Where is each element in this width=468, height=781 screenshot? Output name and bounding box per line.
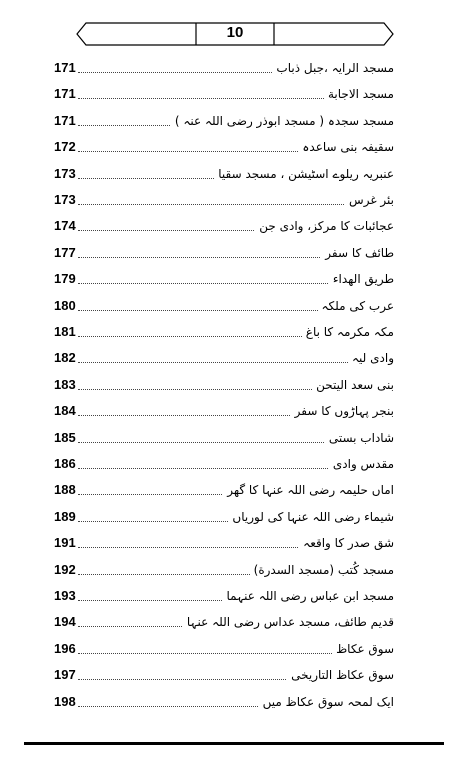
toc-entry xyxy=(54,690,394,710)
toc-title: وادی لیہ xyxy=(348,350,394,366)
toc-page-number: 193 xyxy=(54,588,76,603)
toc-page-number: 180 xyxy=(54,297,76,313)
toc-title: شاداب بستی xyxy=(325,430,394,446)
toc-title: سوق عکاظ التاریخی xyxy=(287,667,394,683)
toc-entry xyxy=(54,452,394,472)
toc-page-number: 189 xyxy=(54,508,76,524)
toc-title: عرب کی ملکہ xyxy=(318,298,394,314)
toc-page-number: 196 xyxy=(54,640,76,656)
dot-leader xyxy=(78,362,388,363)
toc-page-number: 171 xyxy=(54,60,76,75)
toc-title: مکہ مکرمہ کا باغ xyxy=(302,324,394,340)
toc-page-number: 194 xyxy=(54,614,76,630)
toc-title: مقدس وادی xyxy=(329,456,394,472)
page-number: 10 xyxy=(226,24,244,41)
toc-entry xyxy=(54,531,394,551)
toc-page-number: 171 xyxy=(54,86,76,102)
toc-entry xyxy=(54,610,394,630)
toc-entry xyxy=(54,294,394,314)
toc-entry xyxy=(54,478,394,498)
toc-title: طائف کا سفر xyxy=(321,245,394,261)
toc-title: طریق الهداء xyxy=(329,271,394,287)
toc-page-number: 183 xyxy=(54,376,76,392)
toc-entry xyxy=(54,162,394,182)
toc-page-number: 182 xyxy=(54,350,76,366)
toc-entry xyxy=(54,663,394,683)
toc-title: عجائبات کا مرکز، وادی جن xyxy=(255,218,394,234)
toc-entry xyxy=(54,214,394,234)
toc-page-number: 184 xyxy=(54,403,76,419)
toc-title: سوق عکاظ xyxy=(332,641,394,657)
toc-title: عنبریہ ریلوے اسٹیشن ، مسجد سقیا xyxy=(214,166,394,182)
toc-title: مسجد ابن عباس رضی اللہ عنہما xyxy=(222,588,394,604)
toc-title: بنی سعد الیتحن xyxy=(312,377,394,393)
toc-entry xyxy=(54,399,394,419)
toc-page-number: 179 xyxy=(54,271,76,287)
toc-entry xyxy=(54,135,394,155)
toc-page-number: 173 xyxy=(54,165,76,181)
toc-entry xyxy=(54,637,394,657)
toc-entry xyxy=(54,82,394,102)
toc-page-number: 186 xyxy=(54,456,76,471)
toc-entry xyxy=(54,56,394,76)
toc-title: مسجد کُتب (مسجد السدرة) xyxy=(250,562,394,578)
toc-title: سقیفہ بنی ساعدہ xyxy=(298,139,394,155)
toc-entry xyxy=(54,188,394,208)
toc-title: مسجد سجدہ ( مسجد ابوذر رضی اللہ عنہ ) xyxy=(171,113,394,129)
toc-page-number: 174 xyxy=(54,218,76,234)
toc-entry xyxy=(54,267,394,287)
toc-title: قدیم طائف، مسجد عداس رضی اللہ عنہا xyxy=(183,614,394,630)
toc-page-number: 188 xyxy=(54,482,76,498)
toc-title: شیماء رضی اللہ عنہا کی لوریاں xyxy=(228,509,394,525)
toc-entry xyxy=(54,320,394,340)
toc-page-number: 192 xyxy=(54,561,76,577)
toc-entry xyxy=(54,584,394,604)
toc-title: اماں حلیمہ رضی اللہ عنہا کا گھر xyxy=(223,482,394,498)
bottom-rule xyxy=(24,742,444,745)
toc-page-number: 185 xyxy=(54,429,76,445)
toc-entry xyxy=(54,109,394,129)
toc-page-number: 191 xyxy=(54,535,76,551)
toc-title: بئر غرس xyxy=(345,192,394,208)
toc-title: مسجد الرایہ ،جبل ذباب xyxy=(272,60,394,76)
toc-title: بنجر پہاڑوں کا سفر xyxy=(291,403,394,419)
toc-page-number: 198 xyxy=(54,693,76,709)
toc-title: ایک لمحہ سوق عکاظ میں xyxy=(259,694,394,710)
toc-entry xyxy=(54,346,394,366)
toc-page-number: 171 xyxy=(54,112,76,128)
toc-title: شق صدر کا واقعہ xyxy=(299,535,394,551)
dot-leader xyxy=(78,204,388,205)
toc-entry xyxy=(54,505,394,525)
toc-page-number: 173 xyxy=(54,192,76,207)
toc-page-number: 197 xyxy=(54,667,76,683)
toc-page-number: 172 xyxy=(54,139,76,155)
toc-title: مسجد الاجابة xyxy=(324,86,394,102)
toc-entry xyxy=(54,558,394,578)
toc-entry xyxy=(54,426,394,446)
toc-page-number: 177 xyxy=(54,244,76,260)
toc-entry xyxy=(54,241,394,261)
toc-entry xyxy=(54,373,394,393)
toc-page-number: 181 xyxy=(54,324,76,339)
